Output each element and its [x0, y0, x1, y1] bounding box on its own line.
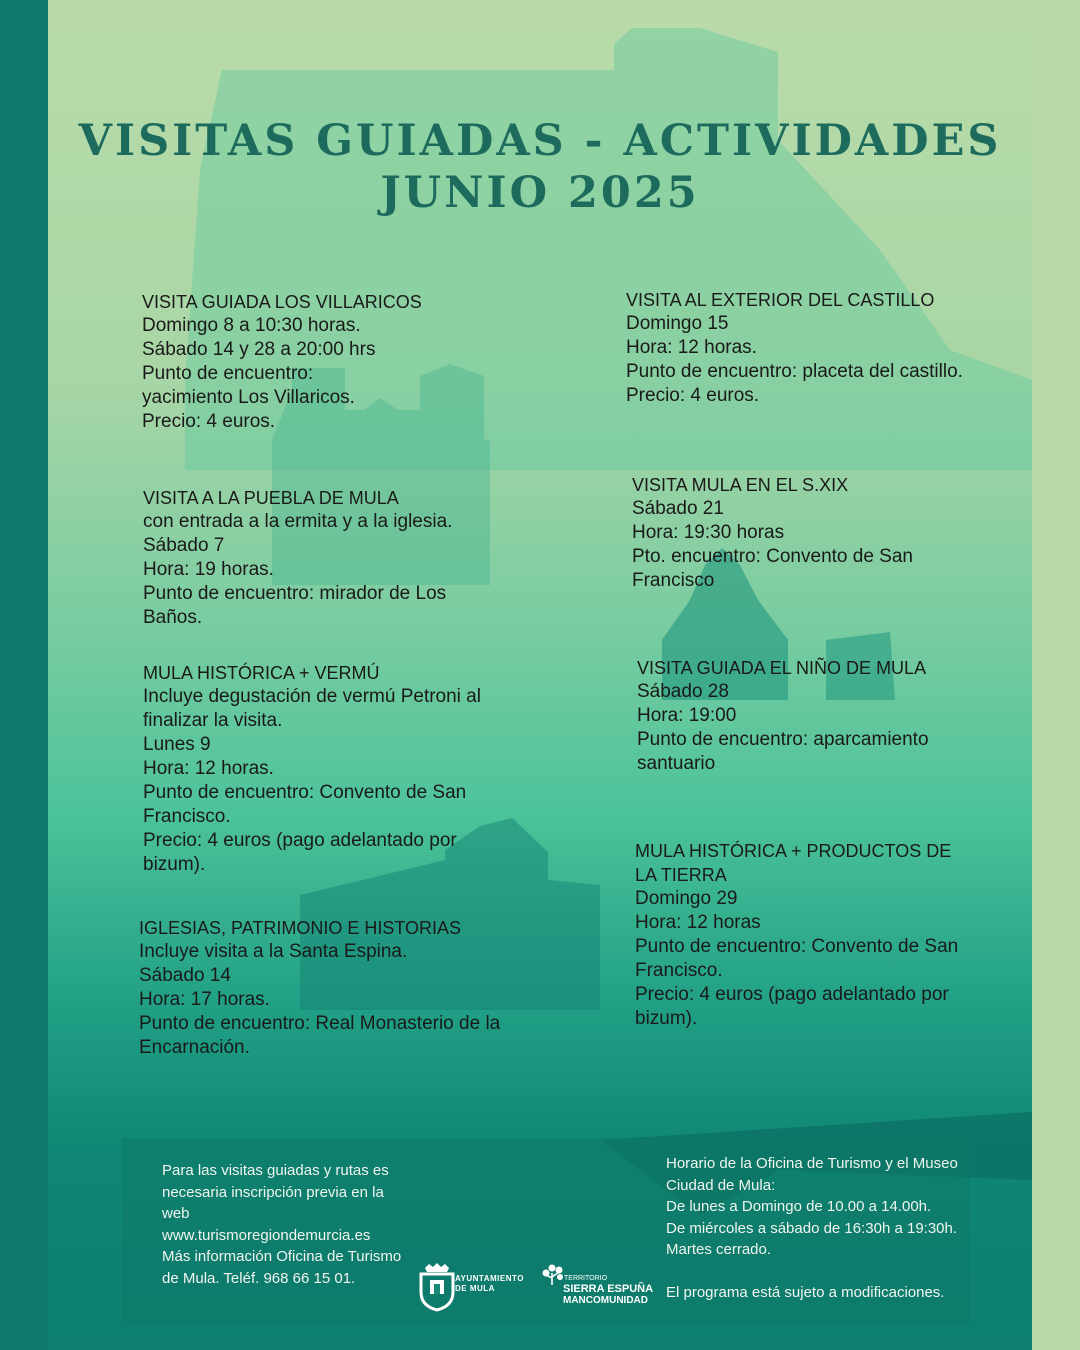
event-line: Punto de encuentro: Real Monasterio de la: [139, 1013, 501, 1034]
logo-text-line: DE MULA: [455, 1284, 495, 1293]
event-line: bizum).: [143, 854, 206, 875]
event-line: Punto de encuentro: aparcamiento: [637, 729, 929, 750]
sierra-espuna-label: SIERRA ESPUÑA: [563, 1283, 654, 1295]
event-line: Hora: 17 horas.: [139, 989, 270, 1010]
event-heading: VISITA MULA EN EL S.XIX: [632, 475, 849, 495]
event-line: Francisco: [632, 570, 715, 591]
event-line: Precio: 4 euros (pago adelantado por: [143, 830, 457, 851]
footer-line: De lunes a Domingo de 10.00 a 14.00h.: [666, 1198, 932, 1215]
event-line: Precio: 4 euros.: [626, 385, 760, 406]
event-line: Hora: 19:00: [637, 705, 737, 726]
event-heading: VISITA A LA PUEBLA DE MULA: [143, 488, 399, 508]
footer-disclaimer: El programa está sujeto a modificaciones.: [666, 1284, 945, 1301]
event-heading: VISITA AL EXTERIOR DEL CASTILLO: [626, 290, 935, 310]
event-line: Precio: 4 euros (pago adelantado por: [635, 984, 949, 1005]
footer-line: necesaria inscripción previa en la: [162, 1183, 384, 1201]
event-iglesias-patrimonio: [139, 916, 500, 1060]
event-line: Punto de encuentro: Convento de San: [143, 782, 467, 803]
event-line: Encarnación.: [139, 1037, 250, 1058]
footer-phone: de Mula. Teléf. 968 66 15 01.: [162, 1269, 356, 1287]
event-productos-tierra: [635, 839, 958, 1031]
event-line: Hora: 19:30 horas: [632, 522, 785, 543]
event-heading-cont: LA TIERRA: [635, 865, 727, 885]
event-heading: MULA HISTÓRICA + PRODUCTOS DE: [635, 841, 952, 861]
event-line: Sábado 7: [143, 535, 225, 556]
territorio-label: TERRITORIO: [564, 1275, 608, 1282]
event-line: Baños.: [143, 607, 203, 628]
event-line: bizum).: [635, 1008, 698, 1029]
event-heading: MULA HISTÓRICA + VERMÚ: [143, 663, 380, 683]
footer-line: Horario de la Oficina de Turismo y el Museo: [666, 1155, 958, 1172]
logo-text-line: AYUNTAMIENTO: [455, 1274, 524, 1283]
event-line: Domingo 15: [626, 313, 729, 334]
sierra-espuna-logo: [540, 1263, 658, 1311]
event-line: Domingo 29: [635, 888, 738, 909]
footer-line: Para las visitas guiadas y rutas es: [162, 1162, 389, 1179]
event-line: Pto. encuentro: Convento de San: [632, 546, 913, 567]
footer-spacer: [666, 1261, 966, 1283]
event-heading: IGLESIAS, PATRIMONIO E HISTORIAS: [139, 918, 462, 938]
event-nino-de-mula: [637, 656, 929, 776]
event-line: Incluye visita a la Santa Espina.: [139, 941, 408, 962]
event-line: Francisco.: [635, 960, 723, 981]
footer-line: Más información Oficina de Turismo: [162, 1248, 402, 1265]
event-line: Lunes 9: [143, 734, 211, 755]
event-line: con entrada a la ermita y a la iglesia.: [143, 511, 453, 532]
footer-line: Martes cerrado.: [666, 1241, 772, 1258]
footer-line: Ciudad de Mula:: [666, 1176, 776, 1194]
footer-web-link[interactable]: www.turismoregiondemurcia.es: [162, 1226, 371, 1244]
event-line: Hora: 19 horas.: [143, 559, 274, 580]
event-heading: VISITA GUIADA EL NIÑO DE MULA: [637, 658, 927, 678]
event-puebla-de-mula: [143, 486, 452, 630]
title-line-1: VISITAS GUIADAS - ACTIVIDADES: [78, 116, 1002, 166]
footer-info-right: [666, 1153, 966, 1304]
ayuntamiento-logo-text: [455, 1274, 524, 1294]
event-line: Punto de encuentro:: [142, 363, 314, 384]
mancomunidad-label: MANCOMUNIDAD: [563, 1295, 648, 1306]
event-line: Incluye degustación de vermú Petroni al: [143, 686, 481, 707]
event-line: Sábado 14: [139, 965, 231, 986]
event-line: Sábado 21: [632, 498, 724, 519]
event-mula-sxix: [632, 473, 913, 593]
event-line: Precio: 4 euros.: [142, 411, 276, 432]
event-line: Sábado 14 y 28 a 20:00 hrs: [142, 339, 376, 360]
event-line: Punto de encuentro: mirador de Los: [143, 583, 447, 604]
event-line: yacimiento Los Villaricos.: [142, 387, 355, 408]
event-line: Punto de encuentro: placeta del castillo.: [626, 361, 963, 382]
event-line: Francisco.: [143, 806, 231, 827]
ayuntamiento-logo: [417, 1262, 537, 1312]
event-line: Hora: 12 horas.: [626, 337, 757, 358]
event-villaricos: [142, 290, 422, 434]
event-heading: VISITA GUIADA LOS VILLARICOS: [142, 292, 422, 312]
event-line: Hora: 12 horas: [635, 912, 761, 933]
event-line: Sábado 28: [637, 681, 729, 702]
event-line: finalizar la visita.: [143, 710, 283, 731]
footer-info-left: [162, 1160, 412, 1289]
coat-of-arms-icon: [417, 1262, 457, 1312]
event-line: Hora: 12 horas.: [143, 758, 274, 779]
footer-line: web: [162, 1205, 190, 1222]
footer-line: De miércoles a sábado de 16:30h a 19:30h.: [666, 1219, 958, 1237]
event-line: Punto de encuentro: Convento de San: [635, 936, 959, 957]
event-mula-historica-vermu: [143, 661, 481, 877]
event-line: Domingo 8 a 10:30 horas.: [142, 315, 361, 336]
title-line-2: JUNIO 2025: [380, 168, 700, 218]
event-castillo: [626, 288, 963, 408]
event-line: santuario: [637, 753, 716, 774]
